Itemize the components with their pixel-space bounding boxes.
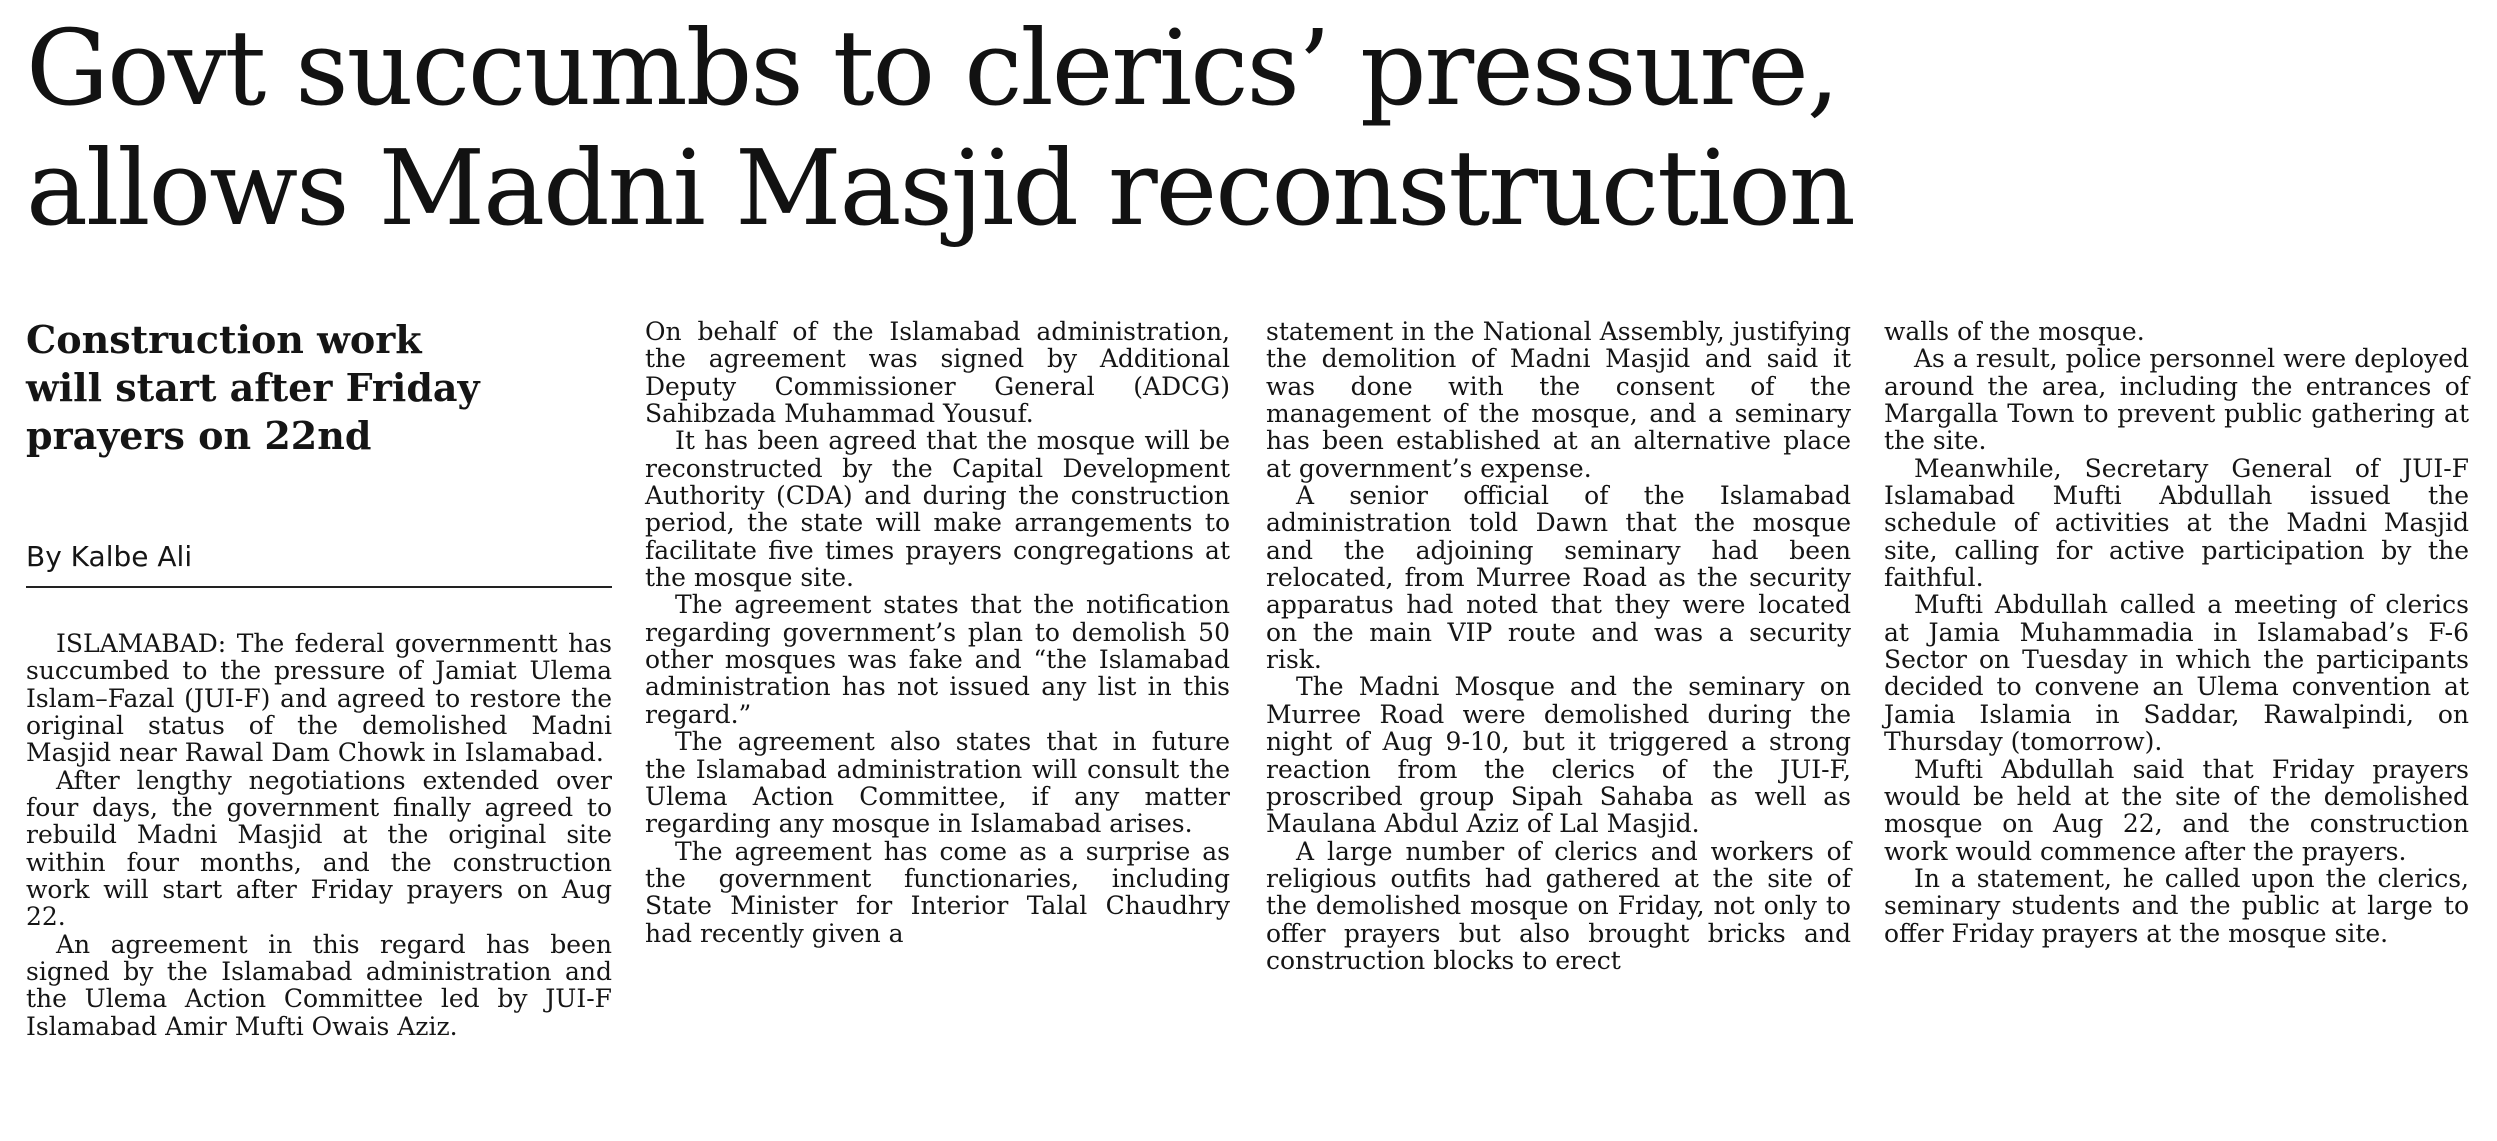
column-4 xyxy=(1884,318,2469,947)
paragraph: After lengthy negotiations extended over four days, the government finally agreed to rebuild Madni Masjid at the original site within four months, and the construction work will start after Friday prayers on Aug 22. xyxy=(26,765,612,932)
paragraph: ISLAMABAD: The federal governmentt has succumbed to the pressure of Jamiat Ulema Islam–Fazal (JUI-F) and agreed to restore the original status of the demolished Madni Masjid near Rawal Dam Chowk in Islamabad. xyxy=(26,629,612,768)
paragraph: On behalf of the Islamabad administration, the agreement was signed by Additional Deputy Commissioner General (ADCG) Sahibzada Muhammad Yousuf. xyxy=(645,317,1230,429)
column-1-body xyxy=(26,630,612,1040)
paragraph: A senior official of the Islamabad administration told Dawn that the mosque and the adjoining seminary had been relocated, from Murree Road as the security apparatus had noted that they were located on the main VIP route and was a security risk. xyxy=(1266,481,1851,675)
paragraph: The agreement also states that in future the Islamabad administration will consult the Ulema Action Committee, if any matter regarding any mosque in Islamabad arises. xyxy=(645,727,1230,839)
subheadline-line-3: prayers on 22nd xyxy=(26,413,372,458)
paragraph: Mufti Abdullah said that Friday prayers would be held at the site of the demolished mosque on Aug 22, and the construction work would commence after the prayers. xyxy=(1884,754,2469,866)
paragraph: An agreement in this regard has been signed by the Islamabad administration and the Ulema Action Committee led by JUI-F Islamabad Amir Mufti Owais Aziz. xyxy=(26,929,612,1041)
paragraph: Mufti Abdullah called a meeting of clerics at Jamia Muhammadia in Islamabad’s F-6 Sector on Tuesday in which the participants decided to convene an Ulema convention at Jamia Islamia in Saddar, Rawalpindi, on Thursday (tomorrow). xyxy=(1884,590,2469,757)
headline-line-1: Govt succumbs to clerics’ pressure, xyxy=(26,7,1838,129)
paragraph: In a statement, he called upon the clerics, seminary students and the public at large to offer Friday prayers at the mosque site. xyxy=(1884,863,2469,948)
paragraph: The agreement has come as a surprise as the government functionaries, including State Minister for Interior Talal Chaudhry had recently given a xyxy=(645,836,1230,948)
byline: By Kalbe Ali xyxy=(26,540,612,588)
column-1 xyxy=(26,316,612,1040)
subheadline-line-2: will start after Friday xyxy=(26,365,480,410)
paragraph: Meanwhile, Secretary General of JUI-F Islamabad Mufti Abdullah issued the schedule of activities at the Madni Masjid site, calling for active participation by the faithful. xyxy=(1884,453,2469,593)
paragraph: The agreement states that the notification regarding government’s plan to demolish 50 other mosques was fake and “the Islamabad administration has not issued any list in this regard.” xyxy=(645,590,1230,729)
headline xyxy=(26,8,2466,248)
column-2 xyxy=(645,318,1230,947)
paragraph: A large number of clerics and workers of religious outfits had gathered at the site of the demolished mosque on Friday, not only to offer prayers but also brought bricks and construction blocks to erect xyxy=(1266,836,1851,975)
paragraph: statement in the National Assembly, justifying the demolition of Madni Masjid and said it was done with the consent of the management of the mosque, and a seminary has been established at an alternative place at government’s expense. xyxy=(1266,317,1851,483)
paragraph: walls of the mosque. xyxy=(1884,317,2145,346)
paragraph: The Madni Mosque and the seminary on Murree Road were demolished during the night of Aug 9-10, but it triggered a strong reaction from the clerics of the JUI-F, proscribed group Sipah Sahaba as well as Maulana Abdul Aziz of Lal Masjid. xyxy=(1266,672,1851,839)
subheadline-line-1: Construction work xyxy=(26,317,422,362)
subheadline xyxy=(26,316,612,460)
paragraph: As a result, police personnel were deployed around the area, including the entrances of Margalla Town to prevent public gathering at the site. xyxy=(1884,344,2469,456)
headline-line-2: allows Madni Masjid reconstruction xyxy=(26,127,1854,249)
column-3 xyxy=(1266,318,1851,974)
paragraph: It has been agreed that the mosque will be reconstructed by the Capital Development Authority (CDA) and during the construction period, the state will make arrangements to facilitate five times prayers congregations at the mosque site. xyxy=(645,426,1230,593)
